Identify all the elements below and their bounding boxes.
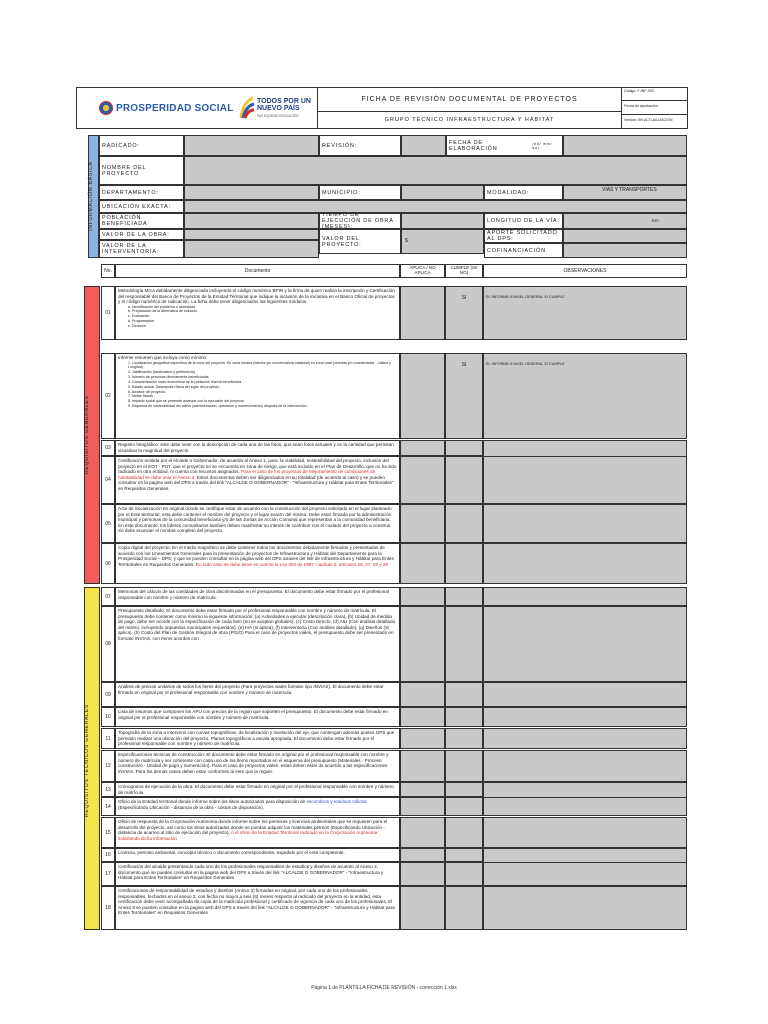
fecha-elaboracion-field[interactable] [563,135,687,156]
fecha-aprobacion: Fecha de aprobación: [622,101,687,115]
row-document-text [115,817,400,848]
tiempo-label: TIEMPO DE EJECUCIÓN DE OBRA (MESES): [319,213,401,229]
col-documento-header: Documento [115,264,400,278]
codigo: Código: F-INF-003 [622,88,687,101]
aplica-cell[interactable] [400,782,445,797]
ubicacion-field[interactable] [184,200,687,213]
row-text: Memorias del cálculo de las cantidades de obra discriminadas en el presupuesto. El documento debe estar firmado por el profesional responsable con nombre y número de matrícula. [118,589,389,600]
radicado-label: RADICADO: [99,135,184,156]
observaciones-cell[interactable] [483,797,687,816]
longitud-label: LONGITUD DE LA VÍA: [484,213,563,229]
row-text: Licencia, permiso ambiental, concepto técnico o documento correspondiente, expedido por el ente competente. [118,850,345,855]
valor-interventoria-label: VALOR DE LA INTERVENTORÍA: [99,240,184,258]
info-section-label: INFORMACIÓN BÁSICA [88,161,94,232]
aplica-cell[interactable] [400,504,445,543]
revision-field[interactable] [401,135,446,156]
aplica-cell[interactable] [400,440,445,456]
row-number: 17 [101,862,115,886]
observaciones-cell[interactable] [483,862,687,886]
nuevo-pais-line1: TODOS POR UN [257,98,311,105]
observaciones-cell[interactable] [483,543,687,584]
nuevo-pais-logo-icon [239,96,255,120]
row-sub-item: 2. Justificación (localización y pertinencia) [128,370,195,375]
row-document-text [115,886,400,930]
row-number: 10 [101,707,115,727]
row-text: Análisis de precios unitarios de todos los ítems del proyecto (Para proyectos viales formato tipo INVIAS). El documento debe estar firmado en original por el profesional responsable con nombre y número de matrícula. [118,684,384,695]
row-document-text [115,353,400,439]
poblacion-field[interactable] [184,213,319,229]
cumple-cell[interactable] [445,587,483,606]
observaciones-cell[interactable] [483,682,687,707]
cumple-cell[interactable] [445,817,483,848]
row-text: Especificaciones técnicas de construcción. El documento debe estar firmado en original por el profesional responsable con nombre y número de matrícula y ser coherente con cada uno de los ítems reportados en el esquema del presupuesto (Materiales - Proceso constructivo - Unidad de pago y numeración). Para el caso de proyectos viales, estas deben estar de acuerdo a las especificaciones INVIAS. Para los demás casos deben estar conformes al ente que la regule. [118,752,389,774]
row-number: 13 [101,782,115,797]
cumple-cell[interactable] [445,750,483,782]
row-text: Acta de Socialización en original donde se certifique estar de acuerdo con la construcción del proyecto solicitado en el lugar planteado por el Ente territorial; esta debe contener el nombre del proyecto y el lugar exacto del mismo. Debe estar firmada por la administración municipal y personas de la comunidad beneficiaria y/o de las Juntas de Acción Comunal que representan a la comunidad beneficiaria. En este documento, los líderes comunitarios también deben manifestar su interés de contribuir con el cuidado del proyecto a construir. Se debe enunciar el nombre completo del proyecto. [118,506,392,533]
modalidad-select[interactable]: VIAS Y TRANSPORTES [563,185,687,200]
observaciones-cell[interactable] [483,750,687,782]
observaciones-cell[interactable] [483,817,687,848]
departamento-field[interactable] [184,185,319,200]
row-number: 06 [101,543,115,584]
aplica-cell[interactable] [400,848,445,862]
cumple-cell[interactable]: SI [445,286,483,340]
municipio-label: MUNICIPIO: [319,185,401,200]
row-sub-item: 6. Alcance del proyecto. [128,389,167,394]
observaciones-cell[interactable] [483,707,687,727]
modalidad-label: MODALIDAD: [484,185,563,200]
row-number: 04 [101,456,115,504]
row-text: Oficio de la Entidad territorial donde informe sobre los sitios autorizados para disposición de [118,799,307,804]
row-text: Certificación emitida por el Alcalde o Gobernador, de acuerdo al Anexo 1, para: la viabilidad, sostenibilidad del proyecto, inclusión del proyecto en el EOT - POT, que el proyecto no se encuentra en zona de riesgo, que está incluido en el Plan de Desarrollo, que no ha sido radicado en otra entidad, ni cuenta con recursos asignados. [118,458,397,474]
dollar-sign: $ [405,238,408,244]
cumple-cell[interactable] [445,707,483,727]
row-text-note: En todo caso se debe tener en cuenta la Ley 403 de 1997, capítulo 2, artículos 26, 27, 28 y 29 [195,561,388,567]
observaciones-cell[interactable] [483,606,687,682]
municipio-field[interactable] [401,185,484,200]
version: Versión: EN ACTUALIZACIÓN [624,118,673,122]
row-text-note: Para el caso de los proyectos de Mejoramiento de condiciones de habitabilidad se debe usar el Anexo 4. [118,469,376,480]
aplica-cell[interactable] [400,456,445,504]
row-sub-item: 8. Impacto social que se pretende alcanzar con la ejecución del proyecto. [128,399,245,404]
row-sub-item: b. Preparación de la Alternativa de solución [128,309,198,314]
tecnicos-section-label: REQUISITOS TÉCNICOS GENERALES [84,703,90,817]
row-document-text [115,707,400,727]
row-sub-item: a. Identificación del problema o necesidad [128,304,196,309]
row-text: Oficio de respuesta de la Corporación Autónoma donde informe sobre los permisos y licencias ambientales que se requieren para el desarrollo del proyecto, así como los sitios autorizados donde se puedan adquirir los materiales pétreos (Especificando Ubicación - distancia de acarreo al sitio de ejecución del proyecto), [118,819,388,835]
valor-obra-label: VALOR DE LA OBRA: [99,229,184,240]
fecha-elaboracion-label [446,135,563,156]
row-document-text [115,848,400,862]
observaciones-cell[interactable] [483,504,687,543]
row-sub-item: 9. Esquema de sostenibilidad del activo (administración, operación y mantenimiento) después de la intervención. [128,404,308,409]
page-footer: Página 1 de PLANTILLA FICHA DE REVISIÓN - corrección 1.xlsx [311,985,457,991]
aporte-field[interactable] [563,229,687,243]
row-text-continued: Estos documentos deben ser diligenciados en su totalidad (de acuerdo al caso) y se pueden consultar en la pagina web del DPS a través del link "ALCALDE O GOBERNADOR" - "Infraestructura y Hábitat para Entes Territoriales" en Requisitos Generales. [118,474,394,491]
poblacion-label: POBLACIÓN BENEFICIADA [99,213,184,229]
cumple-cell[interactable] [445,848,483,862]
revision-label: REVISIÓN: [319,135,401,156]
aplica-cell[interactable] [400,286,445,340]
row-document-text [115,782,400,797]
row-sub-item: e. Decisión [128,323,146,328]
row-sub-item: d. Programación [128,319,155,324]
row-text: Copia digital del proyecto: En el medio magnético se debe contener todos los documentos debidamente firmados y presentados de acuerdo con los Lineamientos Generales para la presentación de proyectos de Infraestructura y Hábitat del Departamento para la Prosperidad Social – DPS, y que se pueden consultar en la página web del DPS atraves del link de Infraestructura y Hábitat para Entes Territoriales en Requisitos Generales. [118,545,394,567]
row-document-text [115,440,400,456]
cofinanciacion-field[interactable] [563,243,687,258]
cumple-cell[interactable] [445,543,483,584]
cumple-cell[interactable] [445,886,483,930]
observaciones-cell[interactable] [483,886,687,930]
radicado-field[interactable] [184,135,319,156]
col-cumple-header: CUMPLE (SI/ NO) [445,264,483,278]
row-text: Topografía de la zona a intervenir con curvas topográficas, de localización y nivelación del eje, que contengan además puntos GPS que permitan realizar una ubicación del proyecto. Planos topográficos a escala apropiada. El documento debe estar firmado por el profesional responsable con nombre y número de matrícula. [118,730,395,746]
generales-section-label: REQUISITOS GENERALES [84,395,90,475]
cumple-cell[interactable] [445,456,483,504]
aplica-cell[interactable] [400,797,445,816]
cumple-cell[interactable] [445,504,483,543]
row-text: Registro fotográfico: este debe venir con la descripción de cada una de las fotos, que sean fotos actuales y en la cantidad que permitan visualizar la magnitud del proyecto [118,442,394,453]
cumple-cell[interactable] [445,606,483,682]
row-document-text [115,286,400,340]
cumple-cell[interactable]: SI [445,353,483,439]
row-text: Metodología MGA debidamente diligenciada incluyendo el código numérico BPIN y la firma de quien realiza la inscripción y Certificación del responsable del Banco de Proyectos de la Entidad Territorial que indique la inclusión de la iniciativa en el Banco Oficial de proyectos y el código numérico de radicación. La ficha debe tener diligenciados los siguientes módulos: [118,288,395,304]
row-number: 15 [101,817,115,848]
aplica-cell[interactable] [400,817,445,848]
observaciones-cell[interactable]: EL INFORME A NIVEL GENERAL SI CUMPLE [483,286,687,340]
cumple-cell[interactable] [445,862,483,886]
km-unit: Km [652,218,659,223]
row-number: 09 [101,682,115,707]
row-sub-item: 1. Localización geográfica específica de la zona del proyecto. En zona urbana (barrios y/o nomenclatura catastral) en zona rural (veredas y/o coordenadas - Latitud y Longitud). [128,360,392,370]
col-aplica-header: APLICA / NO APLICA [400,264,445,278]
aplica-cell[interactable] [400,543,445,584]
row-text: Lista de insumos que componen los APU con precios de la región que soporten el presupuesto. El documento debe estar firmado en original por el profesional responsable con nombre y número de matrícula. [118,709,388,720]
row-text: Certificaciones de responsabilidad de estudios y diseños (Anexo 3) firmadas en original, por cada uno de los profesionales responsables, fechados en el anexo 2, con fecha no mayor a seis (6) meses respecto al radicado del proyecto en la entidad, esta certificación debe venir acompañada de copia de la matrícula profesional y certificado de vigencia de cada uno de los profesionales. El Anexo 3 se pueden consultar en la pagina web del DPS a través del link "ALCALDE O GOBERNADOR" - "Infraestructura y Hábitat para Entes Territoriales" en Requisitos Generales [118,888,395,915]
observaciones-cell[interactable]: EL INFORME A NIVEL GENERAL SI CUMPLE [483,353,687,439]
cumple-cell[interactable] [445,782,483,797]
row-text-continued: (Especificando Ubicación - distancia de la obra - costos de disposición). [118,804,265,810]
longitud-field[interactable] [563,213,687,229]
valor-obra-field[interactable] [184,229,319,240]
row-text: Informe resumen que incluya como mínimo: [118,355,208,360]
ubicacion-label: UBICACIÓN EXACTA: [99,200,184,213]
aporte-label: APORTE SOLICITADO AL DPS: [484,229,563,243]
aplica-cell[interactable] [400,606,445,682]
row-number: 02 [101,353,115,439]
fecha-format: (dd/ mm/ aa): [532,141,553,150]
document-subtitle: GRUPO TÉCNICO INFRAESTRUCTURA Y HÁBITAT [384,117,555,123]
valor-proyecto-label: VALOR DEL PROYECTO: [319,229,401,254]
cumple-cell[interactable] [445,682,483,707]
row-document-text [115,750,400,782]
row-document-text [115,682,400,707]
aplica-cell[interactable] [400,886,445,930]
row-document-text [115,543,400,584]
observaciones-cell[interactable] [483,456,687,504]
row-number: 03 [101,440,115,456]
aplica-cell[interactable] [400,750,445,782]
row-number: 14 [101,797,115,816]
aplica-cell[interactable] [400,587,445,606]
observaciones-cell[interactable] [483,728,687,749]
aplica-cell[interactable] [400,353,445,439]
row-number: 01 [101,286,115,340]
aplica-cell[interactable] [400,682,445,707]
row-sub-item: 4. Caracterización socio económica de la población directa beneficiada [128,379,242,384]
cumple-cell[interactable] [445,728,483,749]
nuevo-pais-sub: PAZ EQUIDAD EDUCACIÓN [257,114,299,118]
row-number: 05 [101,504,115,543]
document-title: FICHA DE REVISIÓN DOCUMENTAL DE PROYECTOS [318,88,621,112]
cumple-cell[interactable] [445,797,483,816]
row-number: 16 [101,848,115,862]
prosperidad-logo-text: PROSPERIDAD SOCIAL [116,103,234,114]
meta-box [621,88,687,128]
col-observaciones-header: OBSERVACIONES [483,264,687,278]
row-document-text [115,797,400,816]
prosperidad-logo-icon [99,101,113,115]
row-number: 12 [101,750,115,782]
row-sub-item: 5. Estado actual: Descripción física del lugar del proyecto. [128,384,221,389]
row-number: 11 [101,728,115,749]
row-number: 07 [101,587,115,606]
nombre-proyecto-label: NOMBRE DEL PROYECTO [99,156,184,185]
cumple-cell[interactable] [445,440,483,456]
aplica-cell[interactable] [400,862,445,886]
row-sub-item: c. Evaluación [128,314,150,319]
col-no-header: No. [101,264,115,278]
row-text-note: o el oficio de la Entidad Territorial radicado en la Corporación Autónoma solicitando dicha información. [118,830,378,841]
logo-area [77,88,318,128]
row-text-highlight: escombros y residuos sólidos [306,799,367,804]
departamento-label: DEPARTAMENTO: [99,185,184,200]
row-document-text [115,504,400,543]
observaciones-cell[interactable] [483,587,687,606]
aplica-cell[interactable] [400,728,445,749]
row-document-text [115,728,400,749]
row-sub-item: 7. Metas físicas [128,394,153,399]
row-document-text [115,587,400,606]
row-number: 18 [101,886,115,930]
tiempo-field[interactable] [401,213,484,229]
row-document-text [115,862,400,886]
fecha-elaboracion-text: FECHA DE ELABORACIÓN [449,139,498,152]
cofinanciacion-label: COFINANCIACIÓN [484,243,563,258]
row-text: Certificación del alcalde presentando cada uno de los profesionales responsables de estudios y diseños de acuerdo al Anexo 2, documento que se pueden consultar en la pagina web del DPS a través del link "ALCALDE O GOBERNADOR" - "Infraestructura y Hábitat para Entes Territoriales" en Requisitos Generales. [118,864,384,880]
nuevo-pais-line2: NUEVO PAÍS [257,105,300,112]
row-document-text [115,456,400,504]
valor-proyecto-field[interactable] [401,229,484,254]
row-text-continued: Para el caso de proyectos viales, el presupuesto debe ser presentado en formato INVIAS, con ítems acordes con [118,630,394,641]
row-text: Presupuesto detallado: El documento debe estar firmado por el profesional responsable con nombre y número de matrícula. El presupuesto debe contener como mínimo la siguiente información: (a) Actividades a ejecutar (descripción clara), (b) Unidad de medida de pago, debe ser acorde con la especificación de cada ítem (no se aceptan globales), (c) Costo Directo, (d) AIU (Con análisis detallado del mismo, incluyendo impuestos municipales requeridos), (e) IVA (si aplica), (f) Interventoría (Con análisis detallado), (g) Diseños (Si aplica), (h) Costo del Plan de Gestión Integral de obra (PGIO) [118,608,396,635]
row-sub-item: 3. Número de personas directamente beneficiadas. [128,375,210,380]
aplica-cell[interactable] [400,707,445,727]
row-document-text [115,606,400,682]
nombre-proyecto-field[interactable] [184,156,687,185]
valor-interventoria-field[interactable] [184,240,319,258]
row-text: Cronograma de ejecución de la obra. El documento debe estar firmado en original por el profesional responsable con nombre y número de matrícula. [118,784,394,795]
row-number: 08 [101,606,115,682]
